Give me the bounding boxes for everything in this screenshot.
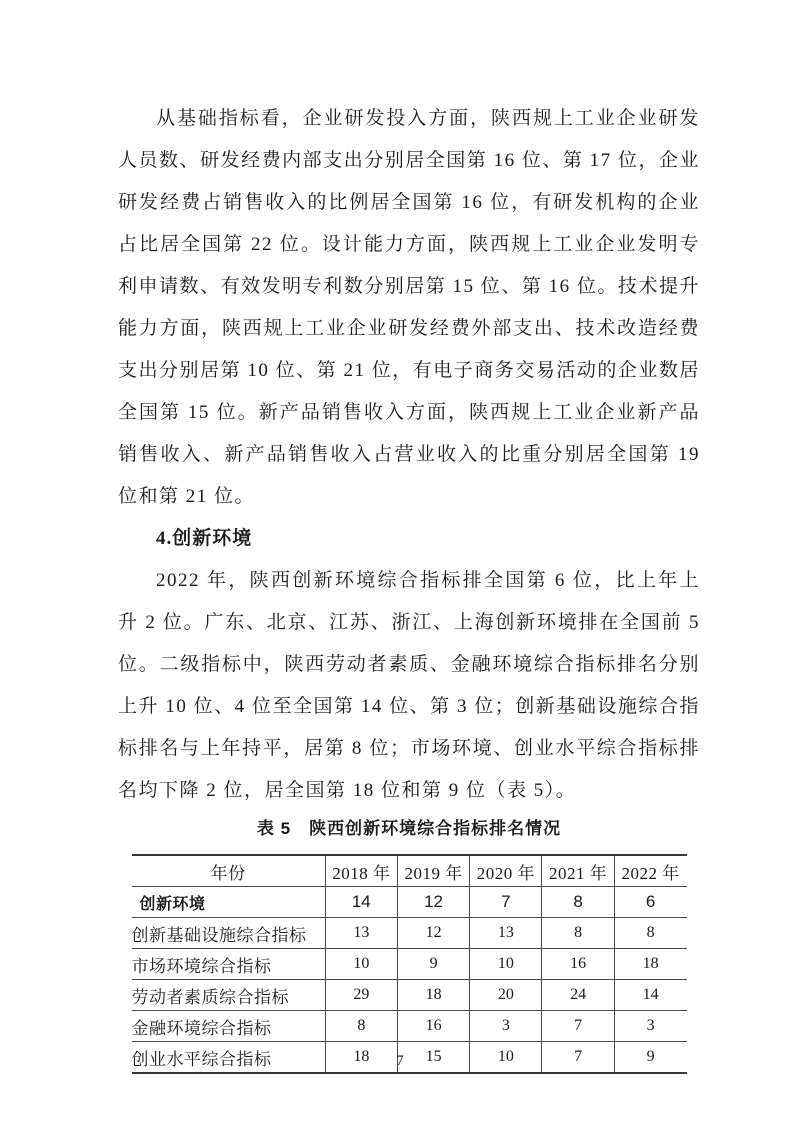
header-cell-2018: 2018 年 xyxy=(325,855,397,887)
header-cell-2021: 2021 年 xyxy=(542,855,614,887)
header-cell-2022: 2022 年 xyxy=(614,855,686,887)
row-label-cell: 创新基础设施综合指标 xyxy=(132,918,326,949)
rank-value-cell: 18 xyxy=(614,949,686,980)
rank-value-cell: 10 xyxy=(470,1042,542,1074)
rank-value-cell: 14 xyxy=(325,887,397,918)
rank-value-cell: 18 xyxy=(325,1042,397,1074)
row-label-cell: 创新环境 xyxy=(132,887,326,918)
table-row-innovation-env xyxy=(132,887,687,918)
rank-value-cell: 18 xyxy=(397,980,469,1011)
rank-value-cell: 10 xyxy=(470,949,542,980)
rank-value-cell: 29 xyxy=(325,980,397,1011)
row-label-cell: 金融环境综合指标 xyxy=(132,1011,326,1042)
paragraph-innovation-env: 2022 年，陕西创新环境综合指标排全国第 6 位，比上年上升 2 位。广东、北京、江苏、浙江、上海创新环境排在全国前 5 位。二级指标中，陕西劳动者素质、金融环境综合指标排名分别上升 10 位、4 位至全国第 14 位、第 3 位；创新基础设施综合指标排名与上年持平，居第 8 位；市场环境、创业水平综合指标排名均下降 2 位，居全国第 18 位和第 9 位（表 5）。 xyxy=(118,570,700,801)
table-header-row xyxy=(132,855,687,887)
page-number: 7 xyxy=(396,1053,404,1069)
table-row-market-env xyxy=(132,949,687,980)
table-row-labor-quality xyxy=(132,980,687,1011)
rank-value-cell: 6 xyxy=(614,887,686,918)
rank-value-cell: 24 xyxy=(542,980,614,1011)
table-caption: 表 5 陕西创新环境综合指标排名情况 xyxy=(256,819,562,838)
rank-value-cell: 8 xyxy=(614,918,686,949)
section-heading-innovation-env: 4.创新环境 xyxy=(156,528,253,549)
rank-value-cell: 12 xyxy=(397,918,469,949)
row-label-cell: 劳动者素质综合指标 xyxy=(132,980,326,1011)
header-cell-2019: 2019 年 xyxy=(397,855,469,887)
paragraph-basic-indicators: 从基础指标看，企业研发投入方面，陕西规上工业企业研发人员数、研发经费内部支出分别居全国第 16 位、第 17 位，企业研发经费占销售收入的比例居全国第 16 位，有研发机构的企业占比居全国第 22 位。设计能力方面，陕西规上工业企业发明专利申请数、有效发明专利数分别居第 15 位、第 16 位。技术提升能力方面，陕西规上工业企业研发经费外部支出、技术改造经费支出分别居第 10 位、第 21 位，有电子商务交易活动的企业数居全国第 15 位。新产品销售收入方面，陕西规上工业企业新产品销售收入、新产品销售收入占营业收入的比重分别居全国第 19 位和第 21 位。 xyxy=(118,108,700,507)
rank-value-cell: 7 xyxy=(542,1011,614,1042)
rank-value-cell: 7 xyxy=(470,887,542,918)
rank-value-cell: 3 xyxy=(614,1011,686,1042)
rank-value-cell: 8 xyxy=(325,1011,397,1042)
innovation-ranking-table xyxy=(132,854,687,1074)
rank-value-cell: 8 xyxy=(542,887,614,918)
document-text-block xyxy=(118,98,700,1074)
rank-value-cell: 13 xyxy=(325,918,397,949)
rank-value-cell: 7 xyxy=(542,1042,614,1074)
rank-value-cell: 13 xyxy=(470,918,542,949)
rank-value-cell: 12 xyxy=(397,887,469,918)
rank-value-cell: 8 xyxy=(542,918,614,949)
rank-value-cell: 16 xyxy=(397,1011,469,1042)
rank-value-cell: 3 xyxy=(470,1011,542,1042)
rank-value-cell: 9 xyxy=(614,1042,686,1074)
rank-value-cell: 9 xyxy=(397,949,469,980)
rank-value-cell: 14 xyxy=(614,980,686,1011)
table-row-infrastructure xyxy=(132,918,687,949)
header-cell-year-label: 年份 xyxy=(132,855,326,887)
table-row-financial-env xyxy=(132,1011,687,1042)
rank-value-cell: 10 xyxy=(325,949,397,980)
header-cell-2020: 2020 年 xyxy=(470,855,542,887)
rank-value-cell: 15 xyxy=(397,1042,469,1074)
rank-value-cell: 16 xyxy=(542,949,614,980)
rank-value-cell: 20 xyxy=(470,980,542,1011)
row-label-cell: 创业水平综合指标 xyxy=(131,1049,272,1069)
row-label-cell: 市场环境综合指标 xyxy=(132,949,326,980)
